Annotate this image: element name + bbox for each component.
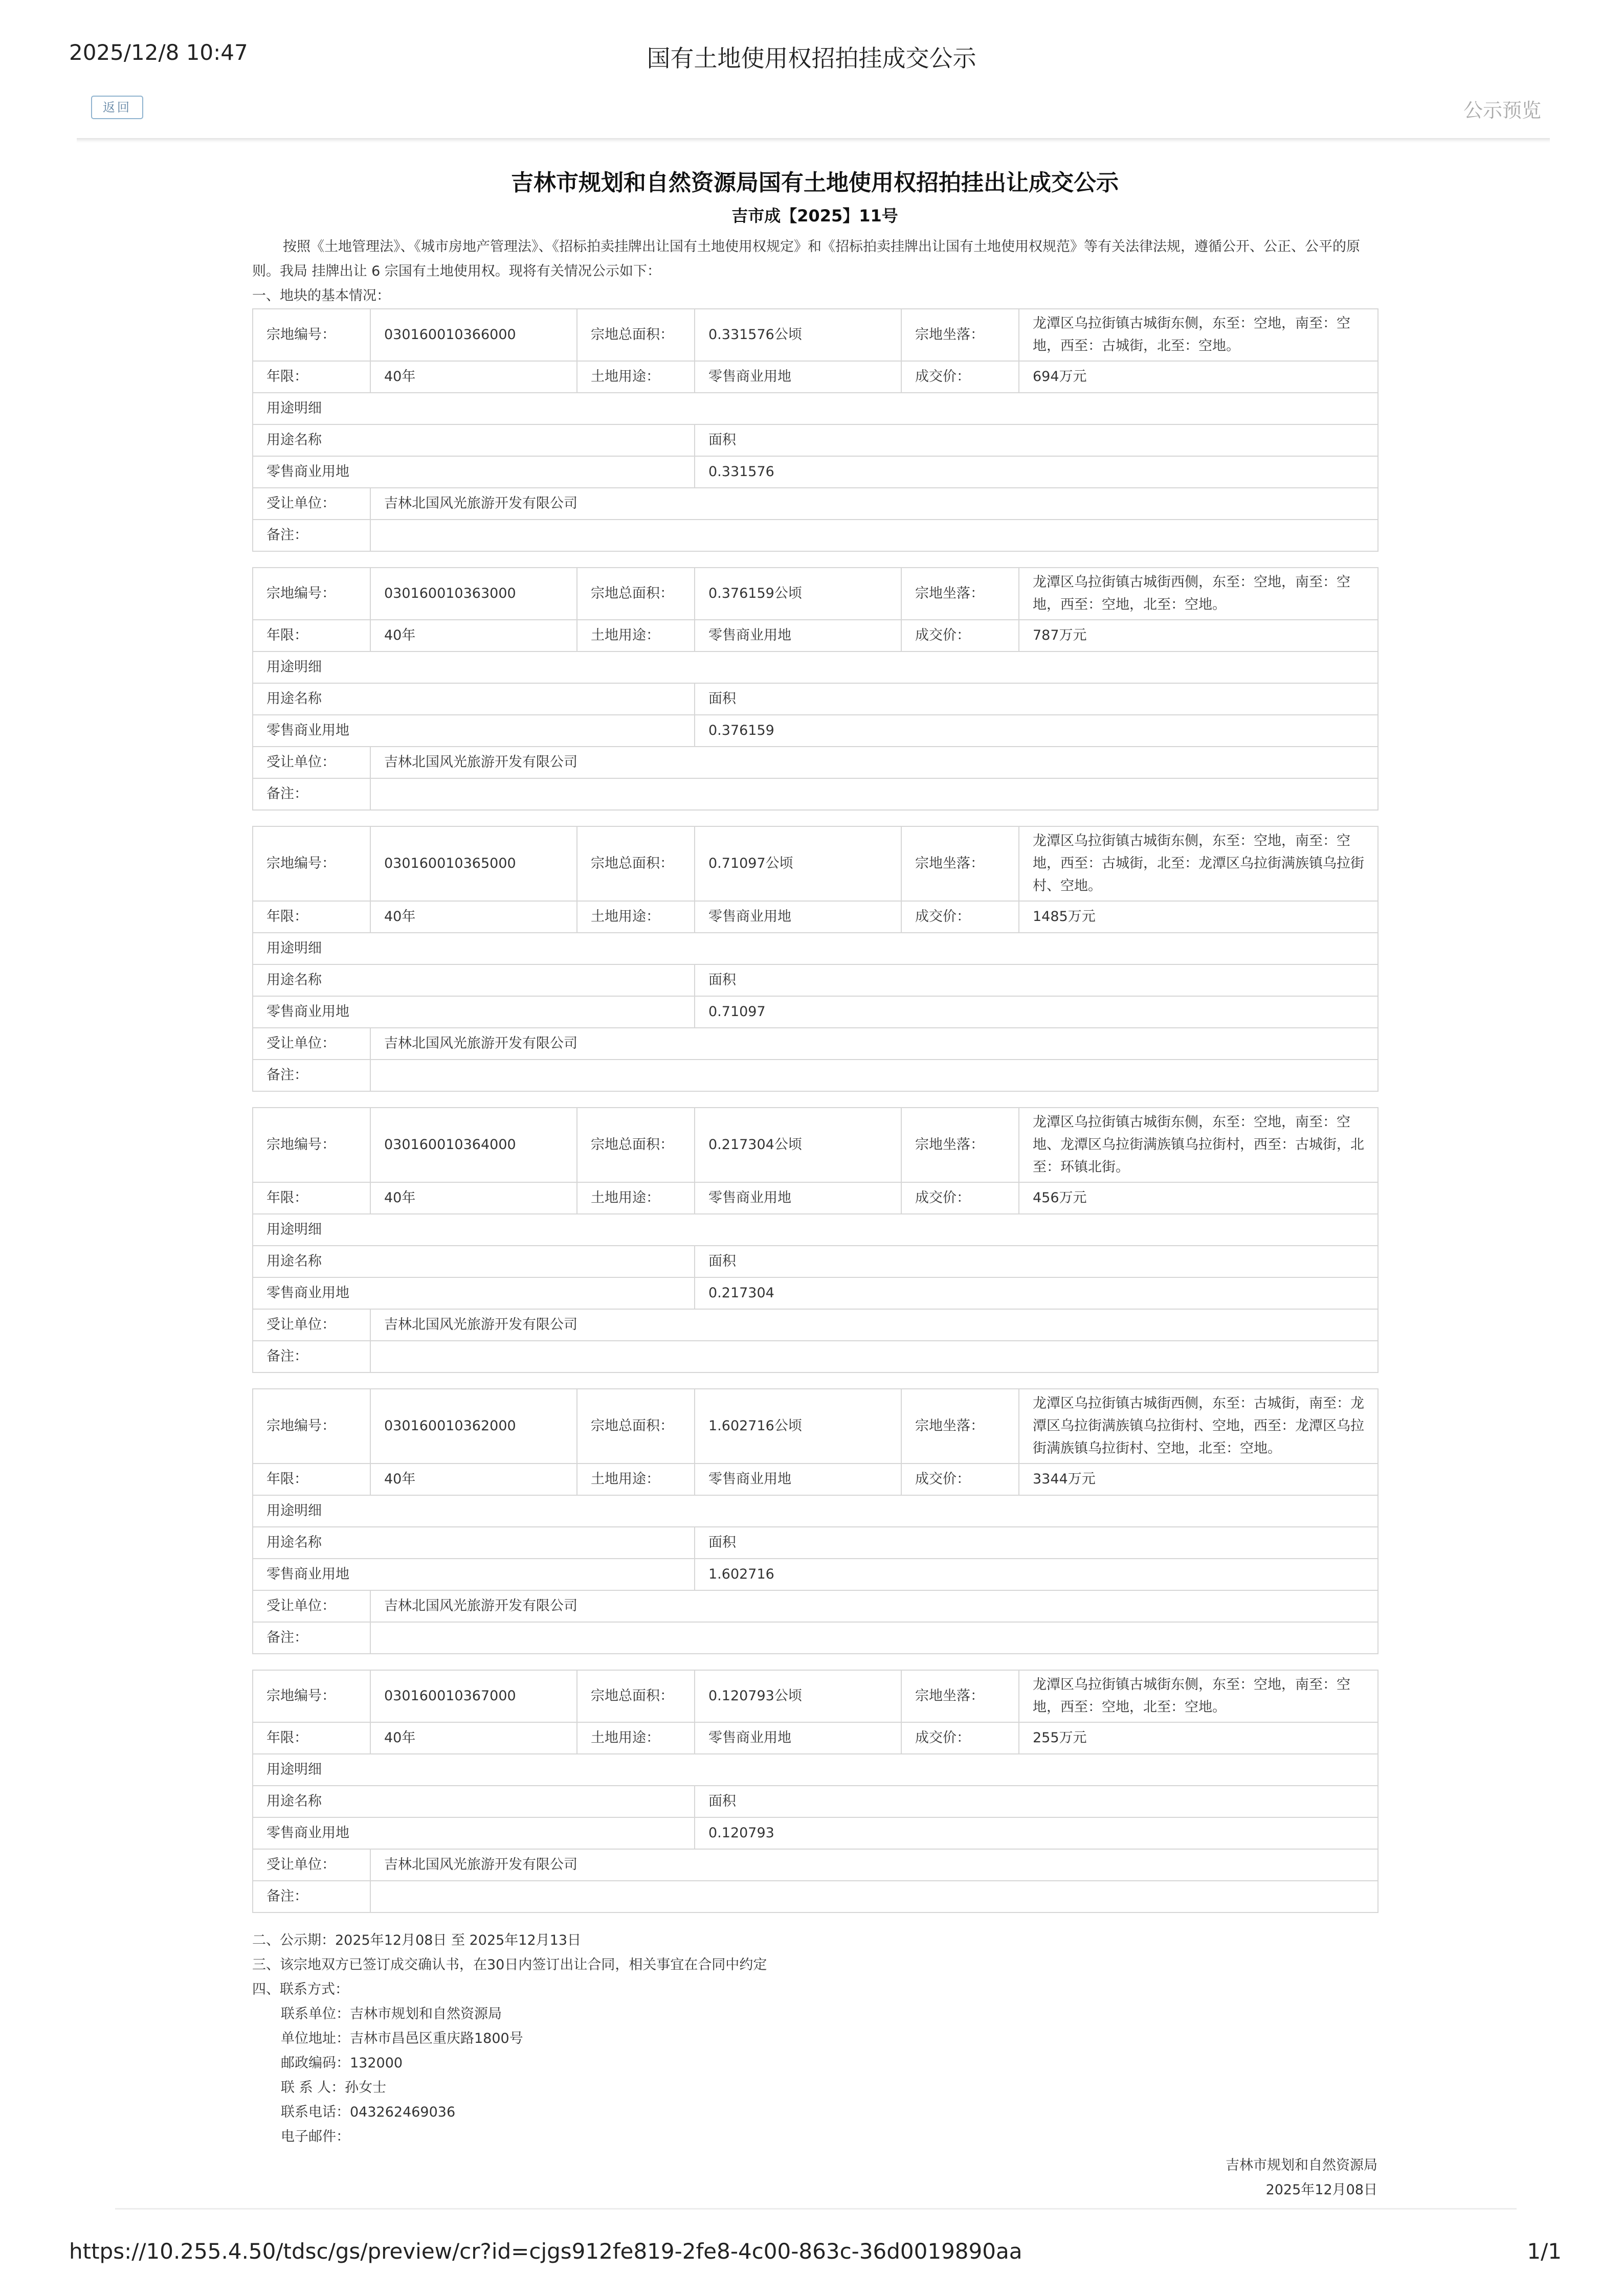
parcel-table [252,567,1379,811]
label-total-area: 宗地总面积： [577,309,695,361]
label-parcel-no: 宗地编号： [253,309,370,361]
parcel-area-value: 1.602716公顷 [695,1389,901,1464]
table-row [253,620,1378,651]
parcel-table [252,1388,1379,1654]
table-row [253,1341,1378,1372]
use-area-value: 0.376159 [695,715,1378,747]
table-row [253,1028,1378,1060]
transferee-value: 吉林北国风光旅游开发有限公司 [370,1028,1378,1060]
remark-value [370,1622,1378,1654]
label-price: 成交价： [901,361,1019,393]
table-row [253,933,1378,964]
label-transferee: 受让单位： [253,747,370,778]
parcel-price-value: 456万元 [1019,1182,1378,1214]
label-price: 成交价： [901,620,1019,651]
parcel-table [252,1670,1379,1913]
label-price: 成交价： [901,1722,1019,1754]
parcel-table [252,308,1379,552]
section-contact-heading: 四、联系方式： [252,1982,349,1997]
parcel-price-value: 787万元 [1019,620,1378,651]
label-remark: 备注： [253,1341,370,1372]
table-row [253,1722,1378,1754]
use-area-value: 0.120793 [695,1817,1378,1849]
parcel-table [252,826,1379,1092]
parcel-price-value: 694万元 [1019,361,1378,393]
parcel-no-value: 030160010364000 [370,1108,577,1182]
use-area-value: 0.331576 [695,456,1378,488]
table-row [253,1108,1378,1182]
label-area: 面积 [695,1246,1378,1277]
table-row [253,568,1378,620]
section-contract-note: 三、该宗地双方已签订成交确认书，在30日内签订出让合同，相关事宜在合同中约定 [252,1957,767,1973]
label-land-use: 土地用途： [577,620,695,651]
parcel-location-value: 龙潭区乌拉街镇古城街西侧，东至：空地，南至：空地，西至：空地，北至：空地。 [1019,568,1378,620]
label-use-name: 用途名称 [253,1786,695,1817]
label-use-detail: 用途明细 [253,651,1378,683]
remark-value [370,778,1378,810]
parcel-use-value: 零售商业用地 [695,901,901,933]
label-location: 宗地坐落： [901,826,1019,901]
label-location: 宗地坐落： [901,1389,1019,1464]
document-number: 吉市成【2025】11号 [731,206,898,226]
label-use-name: 用途名称 [253,1246,695,1277]
label-land-use: 土地用途： [577,361,695,393]
label-term: 年限： [253,361,370,393]
label-use-name: 用途名称 [253,964,695,996]
table-row [253,1389,1378,1464]
table-row [253,1182,1378,1214]
back-button[interactable]: 返回 [91,96,143,119]
label-land-use: 土地用途： [577,901,695,933]
table-row [253,747,1378,778]
table-row [253,1849,1378,1881]
label-area: 面积 [695,683,1378,715]
label-remark: 备注： [253,1060,370,1091]
table-row [253,1670,1378,1722]
table-row [253,424,1378,456]
contact-person: 联 系 人：孙女士 [281,2080,387,2096]
parcel-use-value: 零售商业用地 [695,620,901,651]
label-remark: 备注： [253,1622,370,1654]
signature-org: 吉林市规划和自然资源局 [1226,2157,1377,2173]
remark-value [370,1881,1378,1912]
transferee-value: 吉林北国风光旅游开发有限公司 [370,1309,1378,1341]
remark-value [370,1060,1378,1091]
use-area-value: 0.217304 [695,1277,1378,1309]
label-area: 面积 [695,1786,1378,1817]
label-location: 宗地坐落： [901,1108,1019,1182]
signature-date: 2025年12月08日 [1265,2182,1377,2198]
parcel-location-value: 龙潭区乌拉街镇古城街东侧，东至：空地，南至：空地，西至：古城街，北至：龙潭区乌拉街满族镇乌拉街村、空地。 [1019,826,1378,901]
label-total-area: 宗地总面积： [577,1389,695,1464]
label-term: 年限： [253,1182,370,1214]
label-use-detail: 用途明细 [253,1495,1378,1527]
parcel-price-value: 255万元 [1019,1722,1378,1754]
table-row [253,1559,1378,1590]
label-parcel-no: 宗地编号： [253,826,370,901]
print-header-title: 国有土地使用权招拍挂成交公示 [647,44,976,72]
parcel-location-value: 龙潭区乌拉街镇古城街东侧，东至：空地，南至：空地，西至：空地，北至：空地。 [1019,1670,1378,1722]
label-use-name: 用途名称 [253,683,695,715]
parcel-area-value: 0.120793公顷 [695,1670,901,1722]
label-remark: 备注： [253,778,370,810]
transferee-value: 吉林北国风光旅游开发有限公司 [370,488,1378,520]
parcel-no-value: 030160010363000 [370,568,577,620]
bottom-sections [252,1928,1377,2149]
parcel-term-value: 40年 [370,361,577,393]
print-datetime: 2025/12/8 10:47 [69,40,248,65]
label-area: 面积 [695,424,1378,456]
label-parcel-no: 宗地编号： [253,1389,370,1464]
table-row [253,309,1378,361]
use-name-value: 零售商业用地 [253,1817,695,1849]
contact-phone: 联系电话：043262469036 [281,2104,456,2120]
table-row [253,1309,1378,1341]
label-parcel-no: 宗地编号： [253,1670,370,1722]
label-total-area: 宗地总面积： [577,826,695,901]
table-row [253,778,1378,810]
table-row [253,1590,1378,1622]
use-name-value: 零售商业用地 [253,456,695,488]
parcel-term-value: 40年 [370,901,577,933]
label-transferee: 受让单位： [253,1849,370,1881]
label-use-detail: 用途明细 [253,1214,1378,1246]
parcel-location-value: 龙潭区乌拉街镇古城街西侧，东至：古城街，南至：龙潭区乌拉街满族镇乌拉街村、空地，西至：龙潭区乌拉街满族镇乌拉街村、空地，北至：空地。 [1019,1389,1378,1464]
label-price: 成交价： [901,1464,1019,1495]
table-row [253,683,1378,715]
table-row [253,520,1378,551]
table-row [253,1881,1378,1912]
label-land-use: 土地用途： [577,1722,695,1754]
label-total-area: 宗地总面积： [577,568,695,620]
table-row [253,1214,1378,1246]
parcel-area-value: 0.71097公顷 [695,826,901,901]
contact-postcode: 邮政编码：132000 [281,2055,403,2071]
parcel-term-value: 40年 [370,1722,577,1754]
parcel-no-value: 030160010365000 [370,826,577,901]
label-land-use: 土地用途： [577,1464,695,1495]
parcel-use-value: 零售商业用地 [695,1182,901,1214]
contact-unit: 联系单位：吉林市规划和自然资源局 [281,2006,502,2022]
use-name-value: 零售商业用地 [253,715,695,747]
parcel-use-value: 零售商业用地 [695,1464,901,1495]
table-row [253,1527,1378,1559]
parcel-use-value: 零售商业用地 [695,361,901,393]
table-row [253,964,1378,996]
contact-email: 电子邮件： [281,2129,350,2145]
parcel-use-value: 零售商业用地 [695,1722,901,1754]
print-url: https://10.255.4.50/tdsc/gs/preview/cr?id=cjgs912fe819-2fe8-4c00-863c-36d0019890aa [69,2239,1022,2264]
label-total-area: 宗地总面积： [577,1108,695,1182]
section-publicity-period: 二、公示期：2025年12月08日 至 2025年12月13日 [252,1932,582,1948]
section-heading-parcels: 一、地块的基本情况： [252,288,390,304]
use-name-value: 零售商业用地 [253,1559,695,1590]
label-term: 年限： [253,1722,370,1754]
table-row [253,715,1378,747]
parcel-term-value: 40年 [370,1182,577,1214]
label-use-detail: 用途明细 [253,933,1378,964]
remark-value [370,1341,1378,1372]
label-use-name: 用途名称 [253,1527,695,1559]
parcel-location-value: 龙潭区乌拉街镇古城街东侧，东至：空地，南至：空地、龙潭区乌拉街满族镇乌拉街村，西至：古城街，北至：环镇北街。 [1019,1108,1378,1182]
document-title: 吉林市规划和自然资源局国有土地使用权招拍挂出让成交公示 [511,170,1119,196]
label-remark: 备注： [253,520,370,551]
parcel-no-value: 030160010367000 [370,1670,577,1722]
label-use-detail: 用途明细 [253,393,1378,424]
table-row [253,1277,1378,1309]
table-row [253,393,1378,424]
parcel-area-value: 0.331576公顷 [695,309,901,361]
table-row [253,1464,1378,1495]
footer-divider [115,2208,1517,2210]
label-location: 宗地坐落： [901,309,1019,361]
parcel-table [252,1107,1379,1373]
contact-address: 单位地址：吉林市昌邑区重庆路1800号 [281,2031,523,2046]
table-row [253,456,1378,488]
transferee-value: 吉林北国风光旅游开发有限公司 [370,1849,1378,1881]
intro-paragraph: 按照《土地管理法》、《城市房地产管理法》、《招标拍卖挂牌出让国有土地使用权规定》和《招标拍卖挂牌出让国有土地使用权规范》等有关法律法规，遵循公开、公正、公平的原则。我局 挂牌出让 6 宗国有土地使用权。现将有关情况公示如下： [252,239,1360,279]
label-parcel-no: 宗地编号： [253,568,370,620]
label-area: 面积 [695,964,1378,996]
announcement-document [252,161,1377,2202]
print-page-number: 1/1 [1527,2239,1562,2264]
parcel-no-value: 030160010362000 [370,1389,577,1464]
label-term: 年限： [253,620,370,651]
label-land-use: 土地用途： [577,1182,695,1214]
label-use-detail: 用途明细 [253,1754,1378,1786]
label-use-name: 用途名称 [253,424,695,456]
use-area-value: 1.602716 [695,1559,1378,1590]
parcel-area-value: 0.217304公顷 [695,1108,901,1182]
label-term: 年限： [253,1464,370,1495]
label-transferee: 受让单位： [253,488,370,520]
label-location: 宗地坐落： [901,568,1019,620]
parcel-area-value: 0.376159公顷 [695,568,901,620]
table-row [253,488,1378,520]
parcel-price-value: 3344万元 [1019,1464,1378,1495]
table-row [253,651,1378,683]
label-transferee: 受让单位： [253,1028,370,1060]
table-row [253,1246,1378,1277]
parcel-term-value: 40年 [370,620,577,651]
label-area: 面积 [695,1527,1378,1559]
label-term: 年限： [253,901,370,933]
label-total-area: 宗地总面积： [577,1670,695,1722]
table-row [253,1817,1378,1849]
label-parcel-no: 宗地编号： [253,1108,370,1182]
label-remark: 备注： [253,1881,370,1912]
use-area-value: 0.71097 [695,996,1378,1028]
parcel-list [252,308,1377,1913]
table-row [253,1060,1378,1091]
label-transferee: 受让单位： [253,1590,370,1622]
parcel-term-value: 40年 [370,1464,577,1495]
table-row [253,996,1378,1028]
remark-value [370,520,1378,551]
table-row [253,1754,1378,1786]
parcel-location-value: 龙潭区乌拉街镇古城街东侧，东至：空地，南至：空地，西至：古城街，北至：空地。 [1019,309,1378,361]
header-divider [77,138,1550,143]
parcel-price-value: 1485万元 [1019,901,1378,933]
table-row [253,361,1378,393]
table-row [253,901,1378,933]
label-transferee: 受让单位： [253,1309,370,1341]
transferee-value: 吉林北国风光旅游开发有限公司 [370,747,1378,778]
use-name-value: 零售商业用地 [253,996,695,1028]
table-row [253,826,1378,901]
transferee-value: 吉林北国风光旅游开发有限公司 [370,1590,1378,1622]
use-name-value: 零售商业用地 [253,1277,695,1309]
label-price: 成交价： [901,901,1019,933]
table-row [253,1495,1378,1527]
parcel-no-value: 030160010366000 [370,309,577,361]
preview-label: 公示预览 [1463,99,1541,122]
table-row [253,1622,1378,1654]
label-location: 宗地坐落： [901,1670,1019,1722]
label-price: 成交价： [901,1182,1019,1214]
table-row [253,1786,1378,1817]
signature-block [252,2153,1377,2202]
